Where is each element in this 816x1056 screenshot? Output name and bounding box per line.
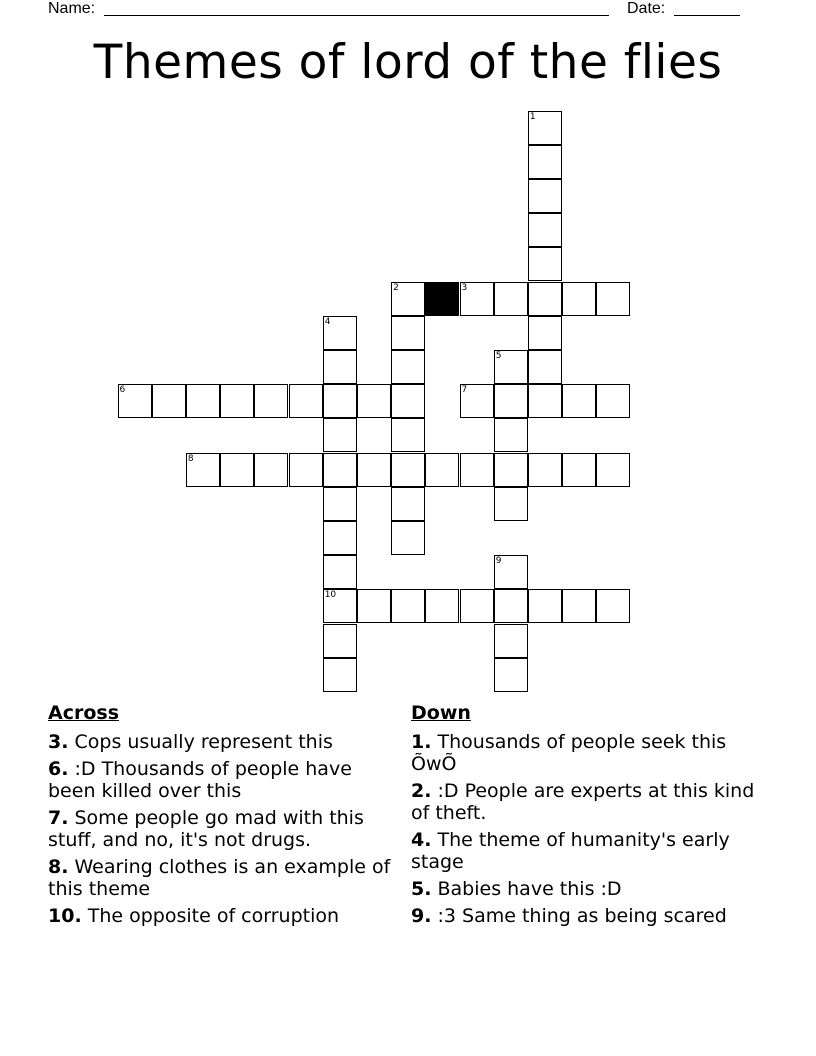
cell-number: 4	[324, 316, 331, 327]
clue-text: :D People are experts at this kind of theft.	[411, 780, 755, 824]
grid-cell[interactable]	[357, 589, 391, 623]
clue-across-3	[48, 731, 393, 753]
clue-text: The theme of humanity's early stage	[411, 829, 730, 873]
grid-cell[interactable]	[494, 384, 528, 418]
grid-cell[interactable]	[323, 658, 357, 692]
grid-cell[interactable]	[596, 453, 630, 487]
grid-cell[interactable]	[323, 487, 357, 521]
grid-cell[interactable]	[391, 282, 425, 316]
clue-across-7	[48, 807, 393, 851]
grid-cell[interactable]	[323, 453, 357, 487]
grid-cell[interactable]	[289, 384, 323, 418]
grid-cell[interactable]	[528, 350, 562, 384]
down-clues	[411, 702, 756, 932]
grid-cell[interactable]	[391, 453, 425, 487]
clue-number: 4.	[411, 829, 432, 851]
puzzle-title: Themes of lord of the flies	[93, 35, 723, 90]
grid-cell[interactable]	[323, 316, 357, 350]
grid-cell[interactable]	[528, 453, 562, 487]
grid-cell[interactable]	[152, 384, 186, 418]
clue-across-6	[48, 758, 393, 802]
cell-number: 9	[495, 556, 502, 567]
clue-number: 6.	[48, 758, 69, 780]
grid-cell[interactable]	[118, 384, 152, 418]
grid-cell[interactable]	[528, 213, 562, 247]
grid-cell[interactable]	[357, 384, 391, 418]
grid-cell[interactable]	[528, 384, 562, 418]
cell-number: 7	[461, 385, 468, 396]
grid-cell[interactable]	[460, 589, 494, 623]
grid-cell[interactable]	[528, 247, 562, 281]
across-clues	[48, 702, 393, 932]
grid-cell[interactable]	[494, 487, 528, 521]
clue-number: 3.	[48, 731, 69, 753]
date-label: Date:	[627, 0, 666, 17]
grid-cell[interactable]	[323, 521, 357, 555]
across-heading: Across	[48, 702, 120, 724]
grid-cell[interactable]	[562, 282, 596, 316]
grid-cell[interactable]	[494, 453, 528, 487]
clue-down-1	[411, 731, 756, 775]
grid-cell[interactable]	[323, 555, 357, 589]
grid-cell[interactable]	[425, 589, 459, 623]
clue-text: Wearing clothes is an example of this theme	[48, 856, 391, 900]
grid-cell[interactable]	[391, 316, 425, 350]
clue-text: Babies have this :D	[437, 878, 622, 900]
grid-cell[interactable]	[254, 453, 288, 487]
grid-cell[interactable]	[494, 418, 528, 452]
grid-cell[interactable]	[528, 282, 562, 316]
clue-text: :3 Same thing as being scared	[437, 905, 727, 927]
grid-cell[interactable]	[494, 555, 528, 589]
grid-cell[interactable]	[460, 384, 494, 418]
grid-cell[interactable]	[391, 589, 425, 623]
grid-cell[interactable]	[562, 384, 596, 418]
grid-cell[interactable]	[391, 487, 425, 521]
grid-cell[interactable]	[323, 589, 357, 623]
cell-number: 8	[187, 453, 194, 464]
grid-cell[interactable]	[494, 589, 528, 623]
grid-cell[interactable]	[494, 658, 528, 692]
grid-cell[interactable]	[391, 521, 425, 555]
grid-cell[interactable]	[391, 384, 425, 418]
grid-cell[interactable]	[494, 282, 528, 316]
grid-cell[interactable]	[528, 316, 562, 350]
black-cell	[425, 282, 459, 316]
grid-cell[interactable]	[460, 453, 494, 487]
clue-across-8	[48, 856, 393, 900]
grid-cell[interactable]	[220, 453, 254, 487]
grid-cell[interactable]	[460, 282, 494, 316]
grid-cell[interactable]	[254, 384, 288, 418]
clue-down-9	[411, 905, 756, 927]
name-label: Name:	[48, 0, 96, 17]
clue-number: 8.	[48, 856, 69, 878]
grid-cell[interactable]	[596, 589, 630, 623]
grid-cell[interactable]	[596, 384, 630, 418]
grid-cell[interactable]	[562, 453, 596, 487]
cell-number: 10	[324, 590, 337, 601]
grid-cell[interactable]	[323, 350, 357, 384]
grid-cell[interactable]	[562, 589, 596, 623]
cell-number: 1	[529, 111, 536, 122]
grid-cell[interactable]	[528, 179, 562, 213]
cell-number: 3	[461, 282, 468, 293]
grid-cell[interactable]	[528, 145, 562, 179]
grid-cell[interactable]	[357, 453, 391, 487]
cell-number: 6	[119, 385, 126, 396]
grid-cell[interactable]	[323, 418, 357, 452]
grid-cell[interactable]	[289, 453, 323, 487]
clue-number: 1.	[411, 731, 432, 753]
grid-cell[interactable]	[220, 384, 254, 418]
clue-text: Thousands of people seek this ÕwÕ	[411, 731, 727, 775]
cell-number: 5	[495, 350, 502, 361]
clue-text: Some people go mad with this stuff, and no, it's not drugs.	[48, 807, 364, 851]
clue-down-4	[411, 829, 756, 873]
grid-cell[interactable]	[323, 624, 357, 658]
grid-cell[interactable]	[391, 350, 425, 384]
cell-number: 2	[393, 282, 399, 293]
grid-cell[interactable]	[528, 111, 562, 145]
grid-cell[interactable]	[494, 350, 528, 384]
grid-cell[interactable]	[528, 589, 562, 623]
clue-across-10	[48, 905, 393, 927]
grid-cell[interactable]	[494, 624, 528, 658]
grid-cell[interactable]	[186, 453, 220, 487]
clue-number: 7.	[48, 807, 69, 829]
grid-cell[interactable]	[425, 453, 459, 487]
grid-cell[interactable]	[391, 418, 425, 452]
down-heading: Down	[411, 702, 471, 724]
clue-text: :D Thousands of people have been killed over this	[48, 758, 352, 802]
grid-cell[interactable]	[596, 282, 630, 316]
grid-cell[interactable]	[323, 384, 357, 418]
clue-down-5	[411, 878, 756, 900]
clue-number: 2.	[411, 780, 432, 802]
clue-number: 9.	[411, 905, 432, 927]
clue-down-2	[411, 780, 756, 824]
clue-text: Cops usually represent this	[74, 731, 333, 753]
clue-number: 10.	[48, 905, 82, 927]
clue-text: The opposite of corruption	[87, 905, 340, 927]
clue-number: 5.	[411, 878, 432, 900]
grid-cell[interactable]	[186, 384, 220, 418]
